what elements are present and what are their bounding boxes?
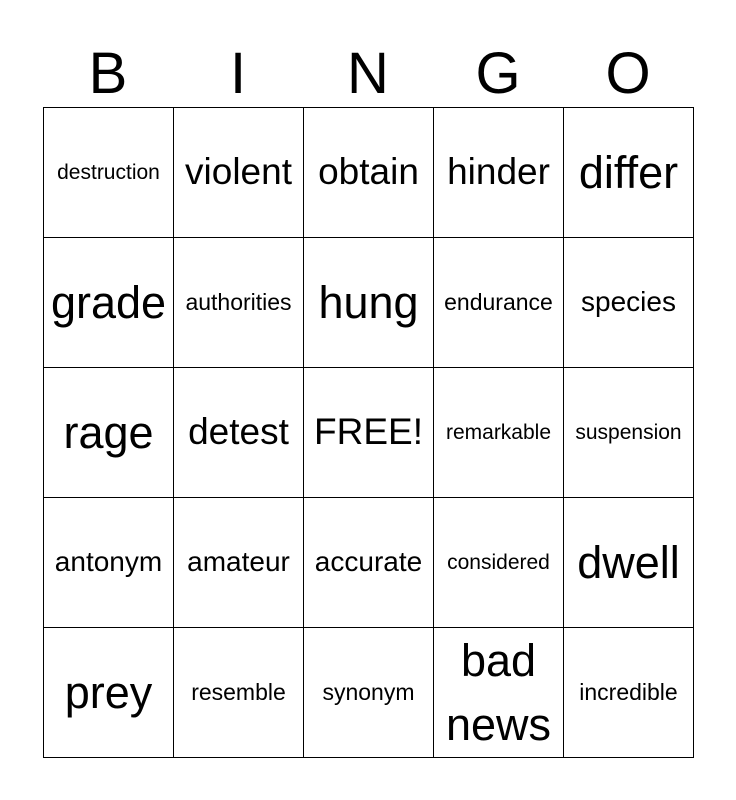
- bingo-cell: resemble: [174, 628, 304, 758]
- bingo-cell: remarkable: [434, 368, 564, 498]
- bingo-cell: species: [564, 238, 694, 368]
- bingo-cell: hung: [304, 238, 434, 368]
- bingo-cell: incredible: [564, 628, 694, 758]
- header-letter-b: B: [88, 41, 128, 106]
- bingo-cell: authorities: [174, 238, 304, 368]
- bingo-cell: detest: [174, 368, 304, 498]
- bingo-cell: amateur: [174, 498, 304, 628]
- bingo-cell: antonym: [44, 498, 174, 628]
- bingo-cell: considered: [434, 498, 564, 628]
- header-letter-i: I: [229, 41, 247, 106]
- bingo-cell: rage: [44, 368, 174, 498]
- bingo-cell: differ: [564, 108, 694, 238]
- header-letter-n: N: [347, 41, 389, 106]
- bingo-cell: prey: [44, 628, 174, 758]
- bingo-cell: bad news: [434, 628, 564, 758]
- bingo-cell: grade: [44, 238, 174, 368]
- bingo-cell: FREE!: [304, 368, 434, 498]
- bingo-card-grid: [43, 107, 694, 758]
- bingo-cell: synonym: [304, 628, 434, 758]
- bingo-cell: dwell: [564, 498, 694, 628]
- bingo-cell: violent: [174, 108, 304, 238]
- bingo-cell: hinder: [434, 108, 564, 238]
- bingo-cell: endurance: [434, 238, 564, 368]
- bingo-header: [43, 40, 693, 108]
- bingo-cell: suspension: [564, 368, 694, 498]
- bingo-cell: obtain: [304, 108, 434, 238]
- header-letter-o: O: [605, 41, 651, 106]
- bingo-cell: accurate: [304, 498, 434, 628]
- header-letter-g: G: [475, 41, 521, 106]
- bingo-cell: destruction: [44, 108, 174, 238]
